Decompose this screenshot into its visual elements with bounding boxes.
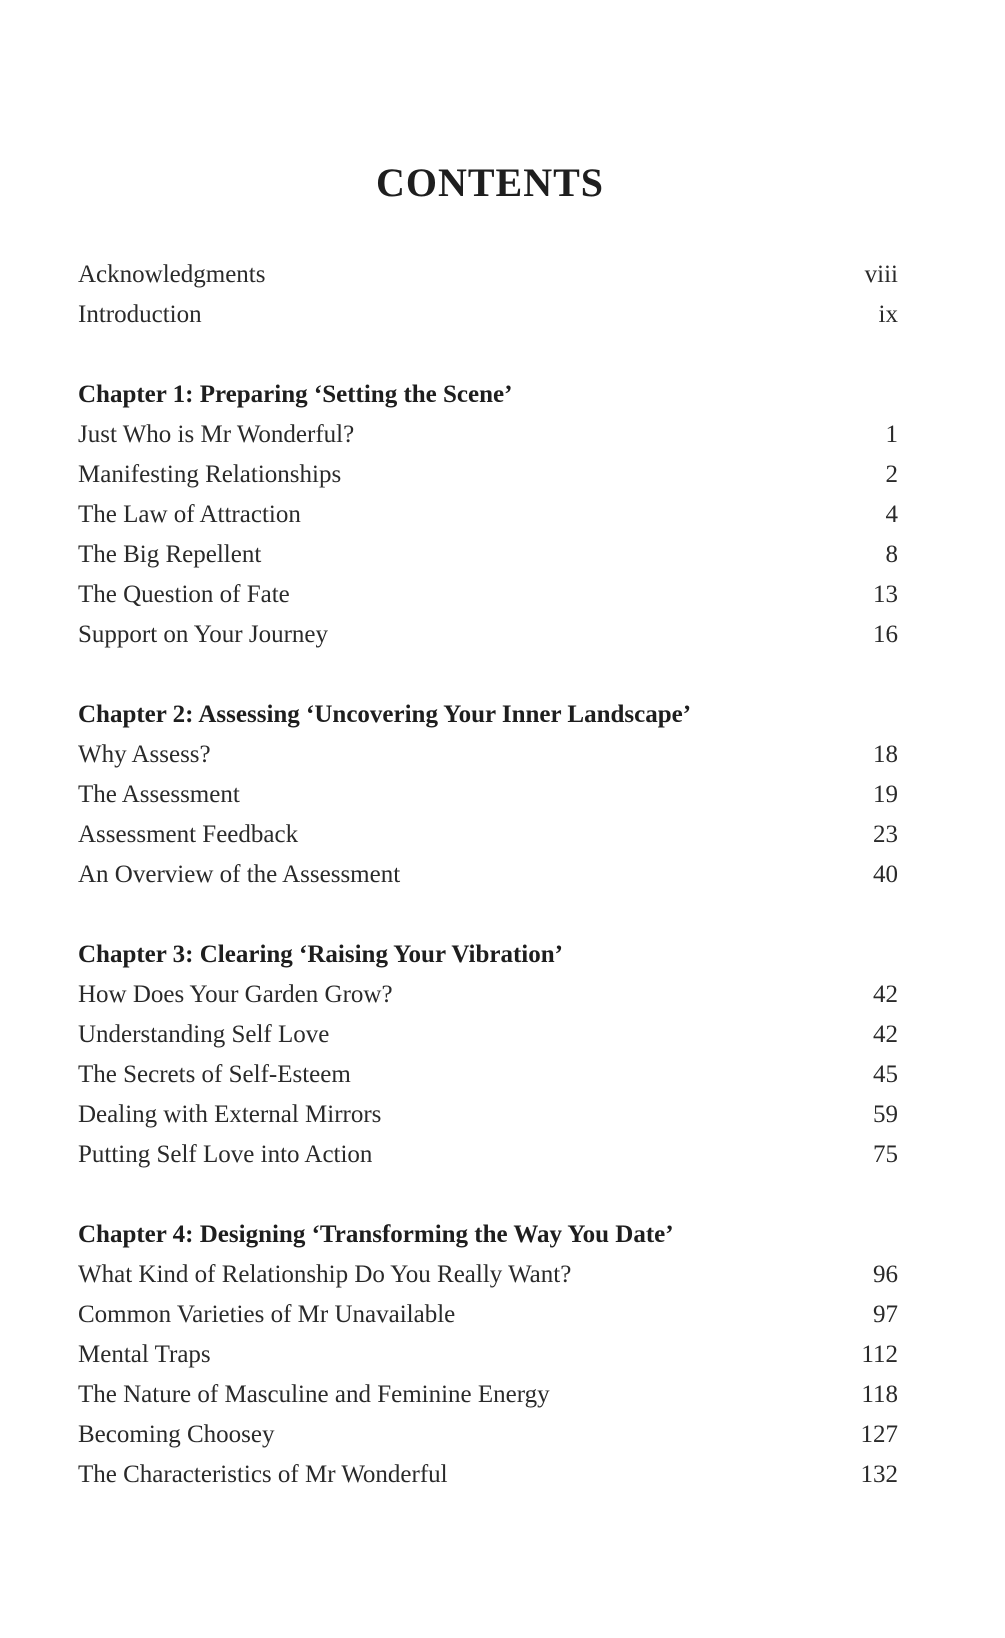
toc-entry-page: 112 [861,1341,898,1368]
toc-entry-title: The Law of Attraction [78,501,301,528]
toc-entry [78,458,898,492]
toc-entry [78,1418,898,1452]
toc-entry-title: The Big Repellent [78,541,262,568]
toc-entry-title: Why Assess? [78,741,211,768]
toc-entry-title: Support on Your Journey [78,621,329,648]
toc-entry-title: The Secrets of Self-Esteem [78,1061,351,1088]
toc-entry [78,1298,898,1332]
toc-entry [78,1458,898,1492]
toc-entry-title: Manifesting Relationships [78,461,342,488]
toc-entry [78,1018,898,1052]
toc-entry [78,778,898,812]
toc-entry-page: 42 [873,1021,898,1048]
toc-entry-title: The Assessment [78,781,240,808]
toc-entry-page: 40 [873,861,898,888]
toc-entry [78,418,898,452]
toc-entry-title: Dealing with External Mirrors [78,1101,382,1128]
toc-entry [78,538,898,572]
toc-entry-title: The Characteristics of Mr Wonderful [78,1461,448,1488]
chapter-heading-2: Chapter 2: Assessing ‘Uncovering Your Inner Landscape’ [78,701,692,728]
toc-entry-page: 118 [861,1381,898,1408]
toc-entry [78,1098,898,1132]
toc-entry [78,578,898,612]
toc-entry-title: What Kind of Relationship Do You Really Want? [78,1261,572,1288]
toc-entry-page: 4 [885,501,898,528]
toc-entry-page: 16 [873,621,898,648]
toc-entry [78,818,898,852]
toc-entry-page: 59 [873,1101,898,1128]
page-title: CONTENTS [375,159,605,205]
toc-entry-title: Introduction [78,301,202,328]
toc-entry-title: Acknowledgments [78,261,266,288]
toc-entry-page: 97 [873,1301,898,1328]
toc-entry-page: viii [864,261,898,288]
toc-entry-page: 45 [873,1061,898,1088]
toc-entry [78,1378,898,1412]
toc-entry-title: Mental Traps [78,1341,211,1368]
toc-entry-title: Just Who is Mr Wonderful? [78,421,355,448]
toc-entry [78,498,898,532]
toc-entry-title: Understanding Self Love [78,1021,330,1048]
toc-entry-page: 2 [885,461,898,488]
toc-entry-page: 132 [860,1461,898,1488]
toc-entry-title: An Overview of the Assessment [78,861,401,888]
toc-entry [78,738,898,772]
toc-entry-page: 127 [860,1421,898,1448]
toc-entry-title: Becoming Choosey [78,1421,275,1448]
toc-entry-title: Putting Self Love into Action [78,1141,373,1168]
toc-entry-title: The Question of Fate [78,581,290,608]
toc-entry [78,978,898,1012]
toc-entry-page: 13 [873,581,898,608]
toc-entry-acknowledgments [78,258,898,292]
toc-entry-title: How Does Your Garden Grow? [78,981,393,1008]
toc-entry-page: 8 [885,541,898,568]
toc-entry-page: 18 [873,741,898,768]
toc-entry-introduction [78,298,898,332]
toc-entry-page: 42 [873,981,898,1008]
toc-entry [78,618,898,652]
toc-entry-title: Assessment Feedback [78,821,299,848]
toc-entry-page: 23 [873,821,898,848]
toc-entry-title: The Nature of Masculine and Feminine Energy [78,1381,550,1408]
toc-entry-page: 1 [885,421,898,448]
toc-entry-title: Common Varieties of Mr Unavailable [78,1301,456,1328]
toc-entry [78,1058,898,1092]
toc-entry-page: 96 [873,1261,898,1288]
toc-entry-page: 19 [873,781,898,808]
chapter-heading-4: Chapter 4: Designing ‘Transforming the Way You Date’ [78,1221,674,1248]
chapter-heading-3: Chapter 3: Clearing ‘Raising Your Vibration’ [78,941,563,968]
toc-entry-page: 75 [873,1141,898,1168]
chapter-heading-1: Chapter 1: Preparing ‘Setting the Scene’ [78,381,513,408]
toc-entry [78,858,898,892]
toc-entry [78,1258,898,1292]
toc-entry [78,1138,898,1172]
toc-entry [78,1338,898,1372]
toc-entry-page: ix [878,301,898,328]
